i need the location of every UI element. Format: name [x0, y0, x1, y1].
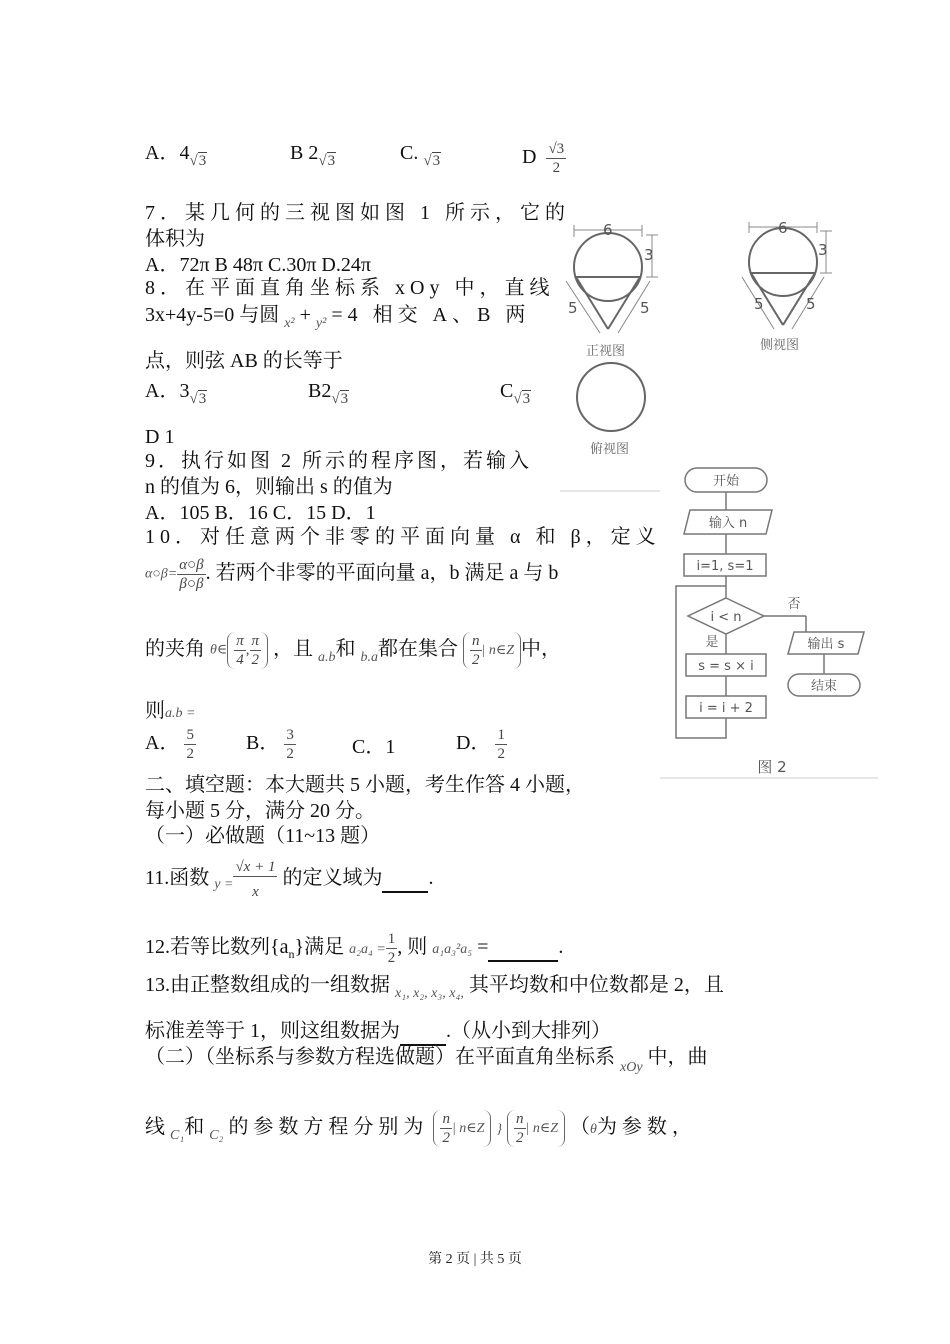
top-view-label: 俯视图 [590, 442, 630, 457]
q10-option-c: C．1 [352, 736, 396, 758]
q6-option-a: A．4√3 [145, 142, 207, 169]
q8-stem-2: 3x+4y-5=0 与圆 $_{x^2}$ + $_{y^2}$ =4 相交 A、B 两 [145, 304, 531, 331]
q6-option-c: C. √3 [400, 142, 441, 169]
section2-heading-2: 每小题 5 分，满分 20 分。 [145, 800, 375, 822]
front-dim-3: 3 [644, 246, 654, 264]
side-view-label: 侧视图 [760, 338, 800, 353]
q10-definition: α○β= $\frac{\alpha○\beta}{\beta○\beta}$ . 若两个非零的平面向量 a，b 满足 a 与 b [145, 557, 559, 592]
q6-option-b: B 2√3 [290, 142, 336, 169]
q10-option-d: D． $\frac{1}{2}$ [456, 727, 505, 762]
q10-option-a: A． $\frac{5}{2}$ [145, 727, 194, 762]
front-dim-5-left: 5 [568, 299, 578, 317]
q8-option-c: C√3 [500, 380, 531, 407]
q7-options: A．72π B 48π C.30π D.24π [145, 254, 371, 276]
start-label: 开始 [712, 474, 740, 489]
front-view-label: 正视图 [586, 344, 626, 359]
q8-option-b: B2√3 [308, 380, 349, 407]
input-label: 输入 n [708, 516, 748, 531]
side-dim-3: 3 [818, 241, 828, 259]
q9-stem-2: n 的值为 6，则输出 s 的值为 [145, 476, 393, 498]
section2-heading: 二、填空题：本大题共 5 小题，考生作答 4 小题， [145, 774, 585, 796]
init-label: i=1, s=1 [696, 559, 754, 574]
calc-label: s = s × i [698, 659, 754, 674]
front-dim-6: 6 [603, 221, 613, 239]
q10-stem: 10．对任意两个非零的平面向量 α 和 β，定义 [145, 526, 661, 548]
q10-stem-3: 的夹角 θ∈ $\frac{\pi}{4}$ , $\frac{\pi}{2}$ ，且 $_{a.b}$和 $_{b.a}$都在集合 $\frac{n}{2}$ | n∈Z 中， [145, 633, 562, 668]
side-dim-6: 6 [778, 219, 788, 237]
yes-label: 是 [705, 635, 719, 650]
q13: 13.由正整数组成的一组数据 $_{x_1, x_2, x_3, x_4,}$ 其平均数和中位数都是 2，且 [145, 974, 724, 1001]
increment-label: i = i + 2 [699, 701, 753, 716]
condition-label: i < n [710, 610, 742, 625]
output-label: 输出 s [807, 637, 845, 652]
top-view-circle [577, 363, 645, 431]
front-dim-5-right: 5 [640, 299, 650, 317]
figure-2-caption: 图 2 [757, 758, 787, 776]
end-label: 结束 [810, 679, 838, 694]
q7-stem: 7．某几何的三视图如图 1 所示，它的 [145, 202, 570, 224]
q10-stem-4: 则a.b = [145, 700, 196, 722]
q10-option-b: B． $\frac{3}{2}$ [246, 727, 294, 762]
q11: 11.函数 $_{y =}$ $\frac{√x + 1}{x}$ 的定义域为 . [145, 859, 434, 900]
required-heading: （一）必做题（11~13 题） [145, 825, 381, 847]
side-dim-5-right: 5 [806, 295, 816, 313]
q8-option-d: D 1 [145, 426, 175, 448]
q9-stem: 9．执行如图 2 所示的程序图，若输入 [145, 450, 532, 472]
figure-2-flowchart [660, 462, 885, 782]
q8-stem: 8．在平面直角坐标系 xOy 中，直线 [145, 277, 555, 299]
q6-option-d: D $\frac{√3}{2}$ [522, 141, 565, 176]
q9-options: A．105 B．16 C．15 D．1 [145, 502, 376, 524]
q7-stem-2: 体积为 [145, 228, 205, 250]
page-footer: 第 2 页 | 共 5 页 [428, 1252, 522, 1267]
elective-line2: 线 $_{C_1}$和 $_{C_2}$ 的参数方程分别为 $\frac{n}{2}$ | n∈Z } $\frac{n}{2}$ | n∈Z （θ为参数， [145, 1111, 697, 1146]
side-dim-5-left: 5 [754, 295, 764, 313]
elective-heading: （二）（坐标系与参数方程选做题）在平面直角坐标系 $_{xOy}$ 中，曲 [145, 1046, 708, 1075]
no-label: 否 [787, 597, 801, 612]
q8-stem-3: 点，则弦 AB 的长等于 [145, 350, 343, 372]
q13-line2: 标准差等于 1，则这组数据为 .（从小到大排列） [145, 1018, 611, 1046]
q8-option-a: A．3√3 [145, 380, 207, 407]
q12: 12.若等比数列$\{a_n\}$满足 a₂a₄ = $\frac{1}{2}$ , 则 a₁a₃²a₅ = . [145, 931, 564, 966]
figure-1-three-views [560, 215, 850, 495]
